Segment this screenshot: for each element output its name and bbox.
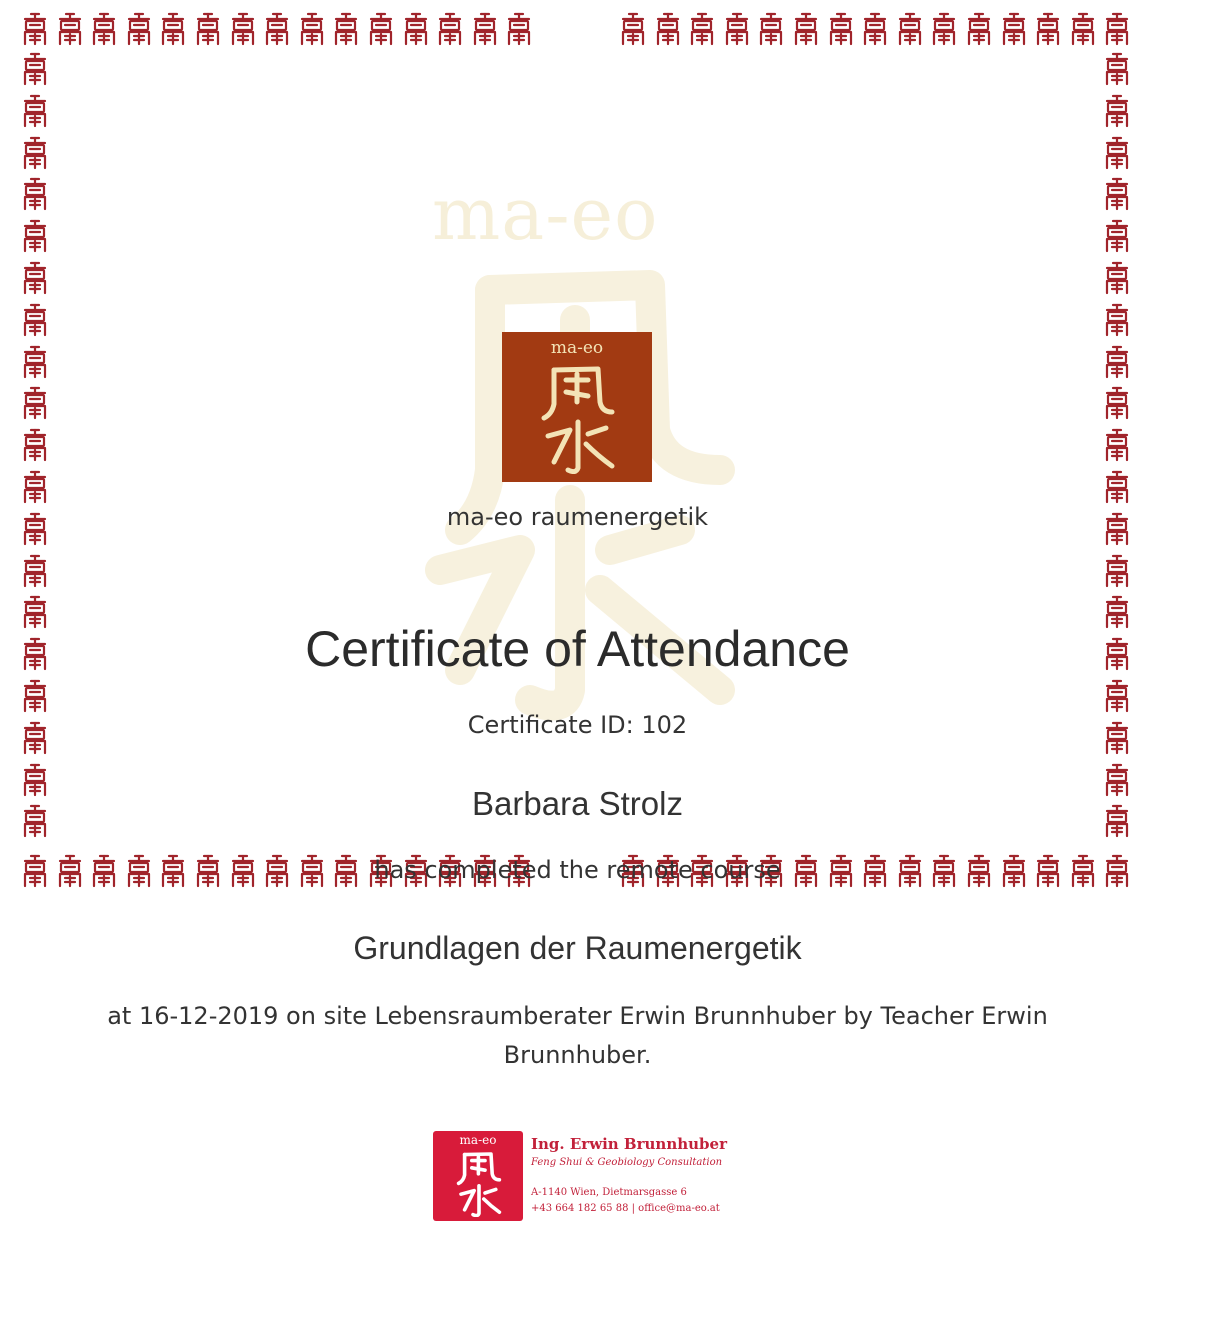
stamp-logo [433,1131,523,1221]
frame-glyph-icon [966,12,992,46]
stamp-address: A-1140 Wien, Dietmarsgasse 6 [531,1187,687,1198]
frame-glyph-icon [1035,12,1061,46]
organization-name: ma-eo raumenergetik [446,503,709,531]
course-details: at 16-12-2019 on site Lebensraumberater Erwin Brunnhuber by Teacher Erwin Brunnhuber. [107,1002,1048,1069]
frame-glyph-icon [22,345,48,379]
frame-glyph-icon [22,177,48,211]
frame-glyph-icon [793,12,819,46]
frame-glyph-icon [472,12,498,46]
frame-glyph-icon [333,12,359,46]
frame-glyph-icon [1104,12,1130,46]
completion-text: has completed the remote course [374,856,781,884]
course-name: Grundlagen der Raumenergetik [353,930,802,966]
frame-glyph-icon [862,12,888,46]
stamp-brand: ma-eo [459,1133,497,1147]
frame-glyph-icon [1104,386,1130,420]
frame-glyph-icon [506,12,532,46]
certificate-title: Certificate of Attendance [305,621,850,677]
frame-glyph-icon [1104,345,1130,379]
frame-glyph-icon [1104,177,1130,211]
certificate-id [0,711,1155,739]
frame-glyph-icon [1104,303,1130,337]
frame-glyph-icon [1104,554,1130,588]
frame-glyph-icon [931,12,957,46]
frame-glyph-icon [1104,52,1130,86]
frame-glyph-icon [230,12,256,46]
frame-glyph-icon [368,12,394,46]
frame-glyph-icon [1104,94,1130,128]
frame-glyph-icon [620,12,646,46]
frame-glyph-icon [57,12,83,46]
frame-glyph-icon [195,12,221,46]
frame-glyph-icon [1104,261,1130,295]
frame-glyph-icon [22,303,48,337]
frame-glyph-icon [1104,136,1130,170]
frame-glyph-icon [22,261,48,295]
frame-glyph-icon [22,470,48,504]
frame-glyph-icon [1104,219,1130,253]
frame-glyph-icon [437,12,463,46]
watermark-text: ma-eo [432,172,659,256]
frame-glyph-icon [126,12,152,46]
frame-glyph-icon [828,12,854,46]
frame-glyph-icon [299,12,325,46]
maeo-logo [502,332,652,482]
stamp-name: Ing. Erwin Brunnhuber [531,1135,727,1153]
stamp-tagline: Feng Shui & Geobiology Consultation [531,1157,723,1168]
signature-stamp [433,1131,727,1223]
frame-glyph-icon [264,12,290,46]
frame-glyph-icon [22,679,48,713]
frame-glyph-icon [22,554,48,588]
certificate-id-value: 102 [641,711,688,739]
recipient-name: Barbara Strolz [472,785,683,822]
frame-glyph-icon [758,12,784,46]
frame-glyph-icon [22,386,48,420]
frame-glyph-icon [655,12,681,46]
frame-glyph-icon [160,12,186,46]
frame-glyph-icon [22,52,48,86]
frame-glyph-icon [22,12,48,46]
stamp-glyph-icon [455,1151,503,1217]
frame-glyph-icon [689,12,715,46]
frame-glyph-icon [1001,12,1027,46]
frame-glyph-icon [91,12,117,46]
frame-glyph-icon [1104,428,1130,462]
stamp-contact: +43 664 182 65 88 | office@ma-eo.at [531,1203,720,1214]
frame-glyph-icon [22,428,48,462]
frame-glyph-icon [403,12,429,46]
feng-shui-glyph-icon [540,364,616,474]
frame-glyph-icon [897,12,923,46]
frame-glyph-icon [1070,12,1096,46]
frame-glyph-icon [1104,679,1130,713]
frame-glyph-icon [22,219,48,253]
logo-label: ma-eo [550,338,604,358]
certificate-id-label: Certificate ID: [467,711,634,739]
frame-glyph-icon [22,136,48,170]
frame-glyph-icon [22,94,48,128]
frame-glyph-icon [724,12,750,46]
frame-glyph-icon [1104,470,1130,504]
